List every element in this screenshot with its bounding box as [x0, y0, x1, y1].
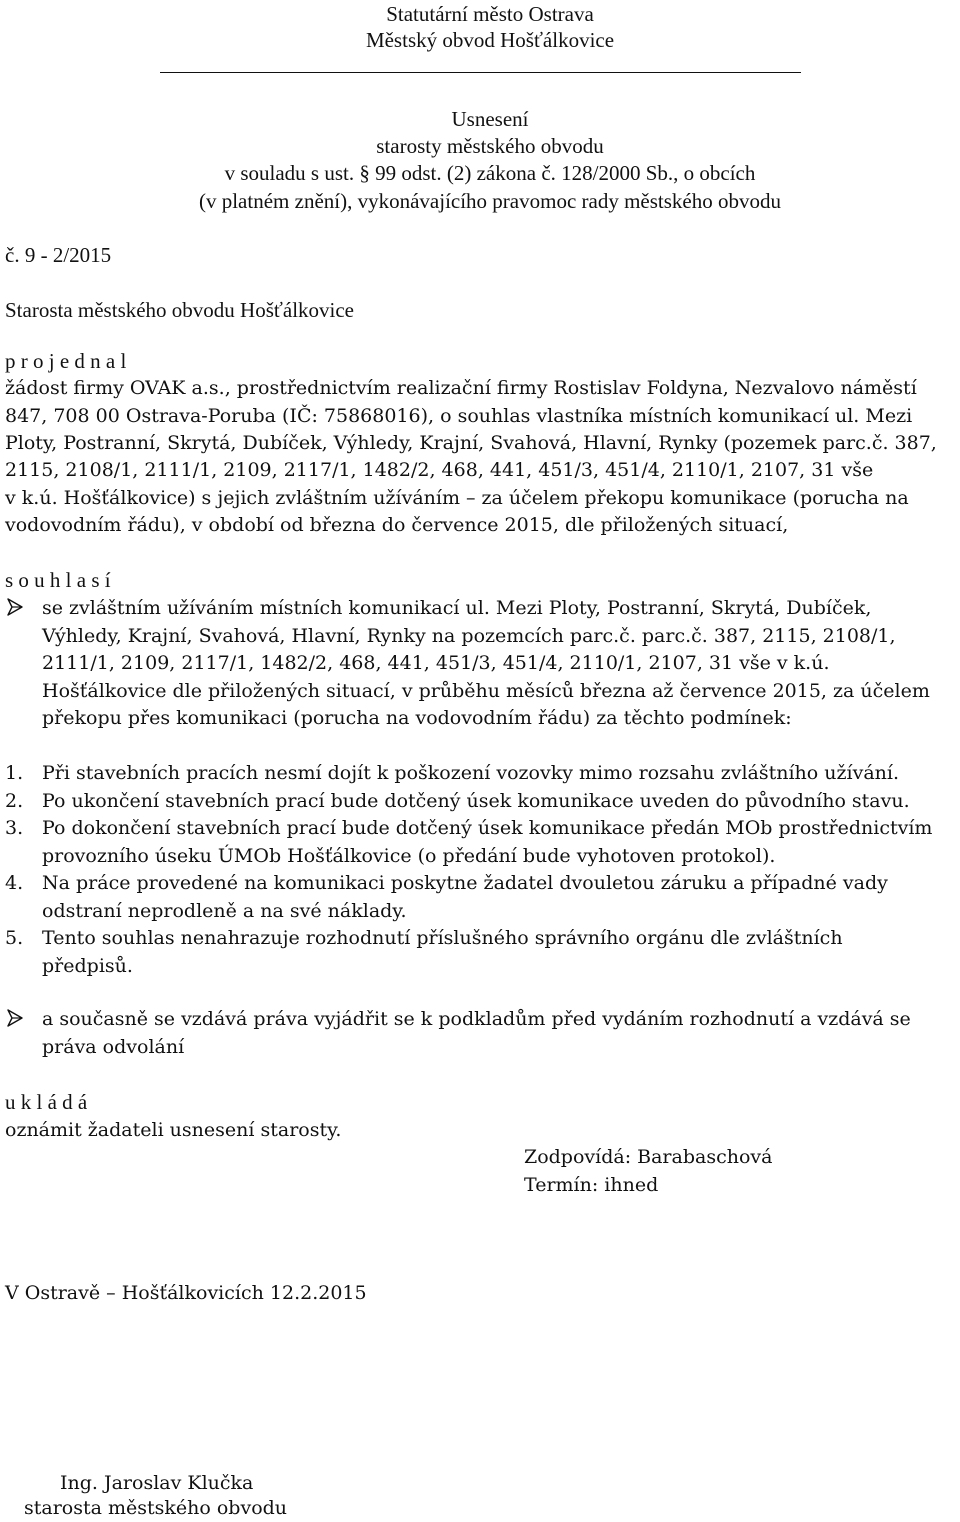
waiver-line: a současně se vzdává práva vyjádřit se k podkladům před vydáním rozhodnutí a vzdává se: [42, 1008, 911, 1030]
request-line: 847, 708 00 Ostrava-Poruba (IČ: 75868016), o souhlas vlastníka místních komunikací ul. Mezi: [5, 405, 913, 427]
consent-line: se zvláštním užíváním místních komunikací ul. Mezi Ploty, Postranní, Skrytá, Dubíček,: [42, 597, 872, 619]
deadline: Termín: ihned: [524, 1174, 659, 1196]
arrow-bullet-icon: [7, 597, 23, 625]
task-text: oznámit žadateli usnesení starosty.: [5, 1119, 342, 1141]
header-city: Statutární město Ostrava: [386, 2, 594, 26]
section-projednal: p r o j e d n a l: [5, 349, 127, 373]
request-line: žádost firmy OVAK a.s., prostřednictvím realizační firmy Rostislav Foldyna, Nezvalovo náměstí: [5, 377, 917, 399]
condition-text: provozního úseku ÚMOb Hošťálkovice (o předání bude vyhotoven protokol).: [42, 845, 776, 867]
author: Starosta městského obvodu Hošťálkovice: [5, 298, 355, 322]
condition-text: Při stavebních pracích nesmí dojít k poškození vozovky mimo rozsahu zvláštního užívání.: [42, 762, 900, 784]
condition-number: 1.: [5, 762, 24, 784]
request-line: Ploty, Postranní, Skrytá, Dubíček, Výhledy, Krajní, Svahová, Hlavní, Rynky (pozemek parc.č. 387,: [5, 432, 937, 454]
title-usneseni: Usnesení: [451, 107, 529, 131]
responsible-person: Zodpovídá: Barabaschová: [524, 1146, 773, 1168]
waiver-line: práva odvolání: [42, 1036, 185, 1058]
header-divider: [160, 72, 801, 73]
condition-number: 5.: [5, 927, 24, 949]
condition-text: Po ukončení stavebních prací bude dotčený úsek komunikace uveden do původního stavu.: [42, 790, 910, 812]
condition-text: předpisů.: [42, 955, 133, 977]
resolution-number: č. 9 - 2/2015: [5, 243, 112, 267]
arrow-bullet-icon: [7, 1008, 23, 1036]
condition-text: Po dokončení stavebních prací bude dotčený úsek komunikace předán MOb prostřednictvím: [42, 817, 933, 839]
section-uklada: u k l á d á: [5, 1090, 88, 1114]
consent-line: 2111/1, 2109, 2117/1, 1482/2, 468, 441, 451/3, 451/4, 2110/1, 2107, 31 vše v k.ú.: [42, 652, 830, 674]
consent-line: Výhledy, Krajní, Svahová, Hlavní, Rynky na pozemcích parc.č. parc.č. 387, 2115, 2108/1,: [42, 625, 896, 647]
condition-text: odstraní neprodleně a na své náklady.: [42, 900, 407, 922]
title-starosty: starosty městského obvodu: [376, 134, 604, 158]
condition-number: 4.: [5, 872, 24, 894]
condition-text: Na práce provedené na komunikaci poskytne žadatel dvouletou záruku a případné vady: [42, 872, 888, 894]
consent-line: překopu přes komunikaci (porucha na vodovodním řádu) za těchto podmínek:: [42, 707, 792, 729]
signatory-role: starosta městského obvodu: [24, 1497, 288, 1519]
condition-number: 2.: [5, 790, 24, 812]
request-line: 2115, 2108/1, 2111/1, 2109, 2117/1, 1482/2, 468, 441, 451/3, 451/4, 2110/1, 2107, 31 vše: [5, 459, 874, 481]
request-line: v k.ú. Hošťálkovice) s jejich zvláštním užíváním – za účelem překopu komunikace (porucha na: [5, 487, 909, 509]
header-district: Městský obvod Hošťálkovice: [365, 28, 615, 52]
condition-text: Tento souhlas nenahrazuje rozhodnutí příslušného správního orgánu dle zvláštních: [42, 927, 843, 949]
place-date: V Ostravě – Hošťálkovicích 12.2.2015: [5, 1282, 367, 1304]
request-line: vodovodním řádu), v období od března do července 2015, dle přiložených situací,: [5, 514, 789, 536]
consent-line: Hošťálkovice dle přiložených situací, v průběhu měsíců března až července 2015, za účelem: [42, 680, 930, 702]
title-legal-basis: v souladu s ust. § 99 odst. (2) zákona č. 128/2000 Sb., o obcích: [224, 161, 756, 185]
section-souhlasi: s o u h l a s í: [5, 568, 111, 592]
title-legal-basis-cont: (v platném znění), vykonávajícího pravomoc rady městského obvodu: [198, 189, 781, 213]
signatory-name: Ing. Jaroslav Klučka: [60, 1472, 254, 1494]
condition-number: 3.: [5, 817, 24, 839]
